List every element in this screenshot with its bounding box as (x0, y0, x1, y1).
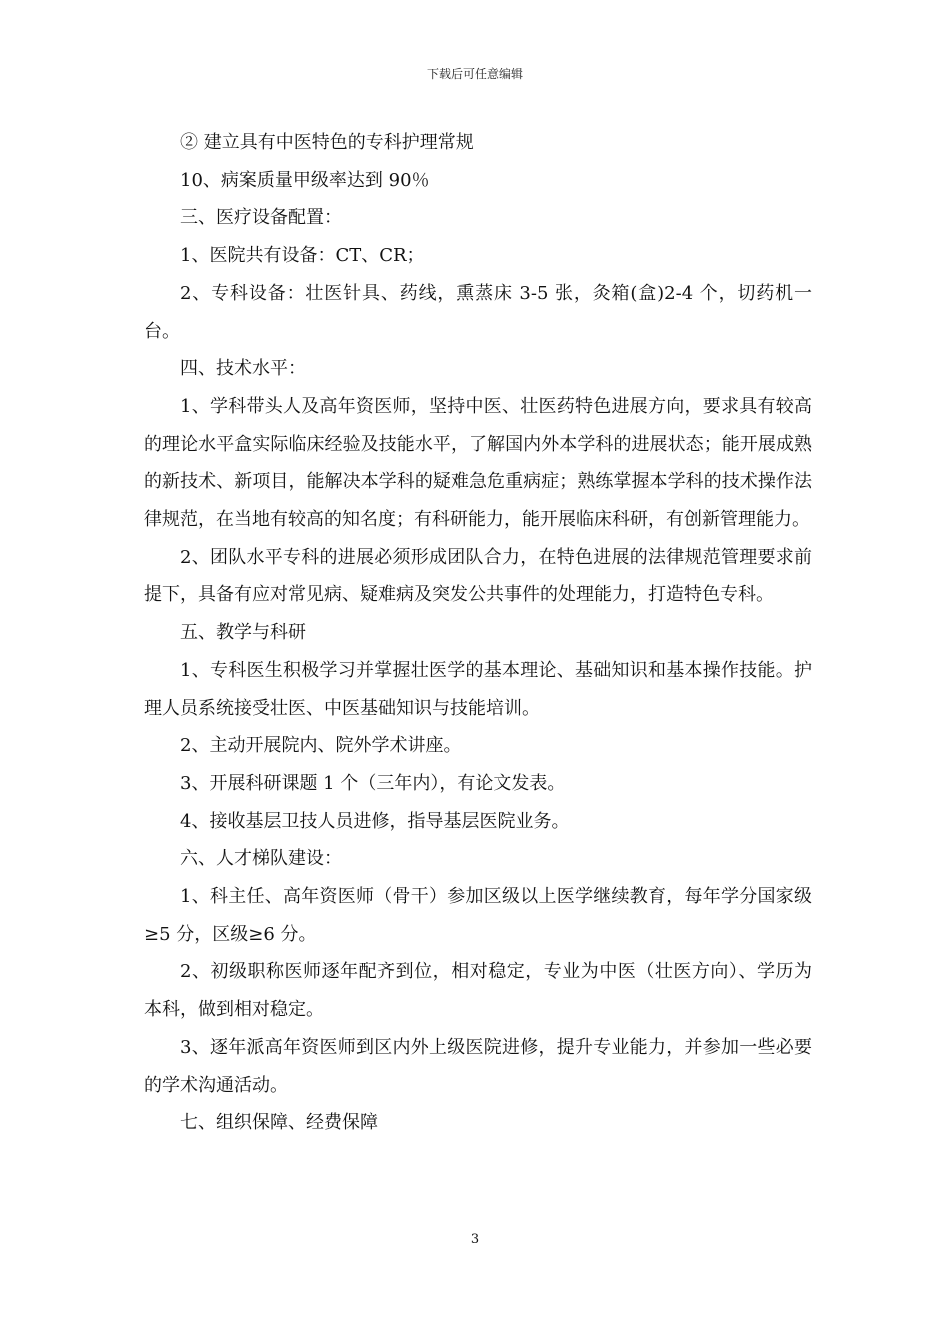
paragraph: 1、科主任、高年资医师（骨干）参加区级以上医学继续教育，每年学分国家级≥5 分，区级≥6 分。 (144, 886, 812, 945)
document-body (144, 124, 812, 1142)
paragraph: 2、专科设备：壮医针具、药线，熏蒸床 3-5 张，灸箱(盒)2-4 个，切药机一台。 (144, 282, 812, 342)
section-heading: 七、组织保障、经费保障 (180, 1112, 378, 1134)
section-heading: 五、教学与科研 (180, 622, 306, 644)
paragraph: 2、主动开展院内、院外学术讲座。 (180, 735, 462, 757)
paragraph: 3、开展科研课题 1 个（三年内），有论文发表。 (180, 772, 566, 794)
paragraph: 2、团队水平专科的进展必须形成团队合力，在特色进展的法律规范管理要求前提下，具备有应对常见病、疑难病及突发公共事件的处理能力，打造特色专科。 (144, 546, 812, 606)
paragraph: 1、专科医生积极学习并掌握壮医学的基本理论、基础知识和基本操作技能。护理人员系统接受壮医、中医基础知识与技能培训。 (144, 659, 812, 719)
page-header: 下载后可任意编辑 (426, 67, 523, 81)
paragraph: 3、逐年派高年资医师到区内外上级医院进修，提升专业能力，并参加一些必要的学术沟通活动。 (144, 1036, 812, 1096)
paragraph: 1、学科带头人及高年资医师，坚持中医、壮医药特色进展方向，要求具有较高的理论水平盒实际临床经验及技能水平，了解国内外本学科的进展状态；能开展成熟的新技术、新项目，能解决本学科的疑难急危重病症；熟练掌握本学科的技术操作法律规范，在当地有较高的知名度；有科研能力，能开展临床科研，有创新管理能力。 (144, 395, 812, 531)
paragraph: 10、病案质量甲级率达到 90％ (180, 169, 430, 191)
paragraph: 4、接收基层卫技人员进修，指导基层医院业务。 (180, 810, 570, 832)
paragraph: 2、初级职称医师逐年配齐到位，相对稳定，专业为中医（壮医方向）、学历为本科，做到相对稳定。 (144, 961, 812, 1021)
section-heading: 三、医疗设备配置： (180, 207, 342, 229)
paragraph: 1、医院共有设备：CT、CR； (180, 245, 425, 267)
section-heading: 六、人才梯队建设： (180, 848, 342, 870)
paragraph: ② 建立具有中医特色的专科护理常规 (180, 132, 474, 153)
section-heading: 四、技术水平： (180, 358, 306, 380)
page-number: 3 (470, 1232, 480, 1247)
